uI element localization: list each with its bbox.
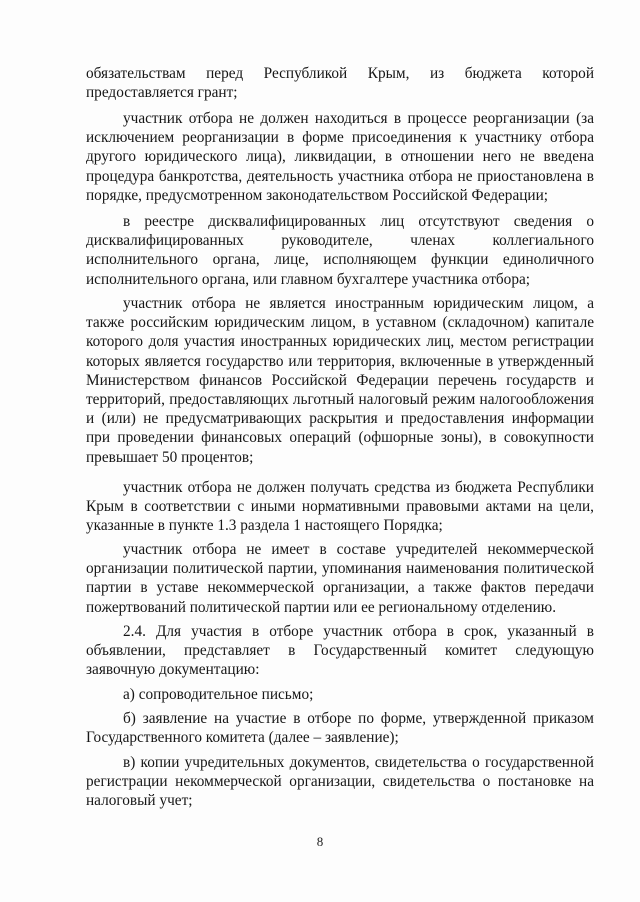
list-item-b: б) заявление на участие в отборе по форме, утвержденной приказом Государственного комитета (далее – заявление);: [86, 710, 594, 747]
paragraph-foreign-entity: участник отбора не является иностранным юридическим лицом, а также российским юридическим лицом, в уставном (складочном) капитале которого доля участия иностранных юридических лиц, местом регистрации которых является государство или территория, включенные в утвержденный Министерством финансов Российской Федерации перечень государств и территорий, предоставляющих льготный налоговый режим налогообложения и (или) не предусматривающих раскрытия и предоставления информации при проведении финансовых операций (офшорные зоны), в совокупности превышает 50 процентов;: [86, 295, 594, 466]
list-item-c: в) копии учредительных документов, свидетельства о государственной регистрации некоммерческой организации, свидетельства о постановке на налоговый учет;: [86, 754, 594, 810]
paragraph-disqualified-registry: в реестре дисквалифицированных лиц отсутствуют сведения о дисквалифицированных руководителе, членах коллегиального исполнительного органа, лице, исполняющем функции единоличного исполнительного органа, или главном бухгалтере участника отбора;: [86, 213, 594, 288]
paragraph-budget-funds: участник отбора не должен получать средства из бюджета Республики Крым в соответствии с иными нормативными правовыми актами на цели, указанные в пункте 1.3 раздела 1 настоящего Порядка;: [86, 479, 594, 535]
list-item-a: а) сопроводительное письмо;: [123, 686, 314, 703]
page-number: 8: [316, 834, 324, 849]
paragraph-section-2-4: 2.4. Для участия в отборе участник отбора в срок, указанный в объявлении, представляет в Государственный комитет следующую заявочную документацию:: [86, 623, 594, 679]
paragraph-reorganization: участник отбора не должен находиться в процессе реорганизации (за исключением реорганизации в форме присоединения к участнику отбора другого юридического лица), ликвидации, в отношении него не введена процедура банкротства, деятельность участника отбора не приостановлена в порядке, предусмотренном законодательством Российской Федерации;: [86, 110, 594, 204]
paragraph-political-party: участник отбора не имеет в составе учредителей некоммерческой организации политической партии, упоминания наименования политической партии в уставе некоммерческой организации, а также фактов передачи пожертвований политической партии или ее региональному отделению.: [86, 541, 594, 616]
paragraph-continuation: обязательствам перед Республикой Крым, из бюджета которой предоставляется грант;: [86, 65, 594, 102]
